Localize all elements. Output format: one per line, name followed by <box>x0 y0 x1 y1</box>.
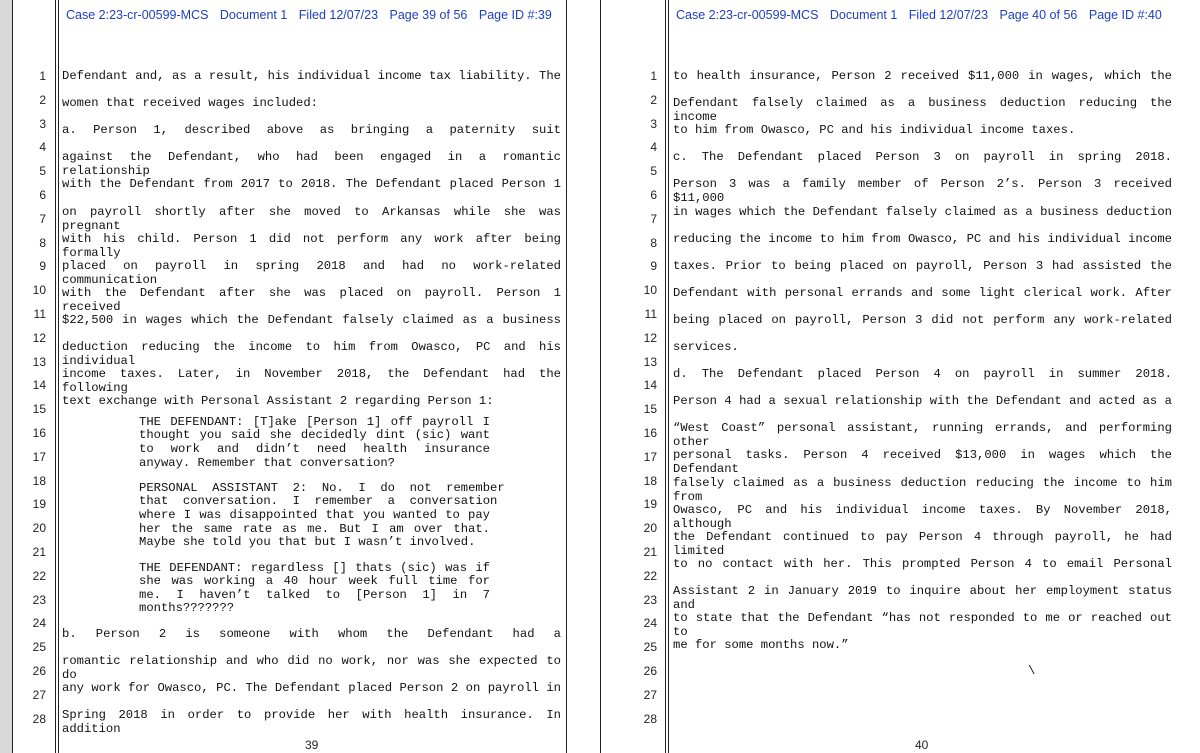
block-quote-line: anyway. Remember that conversation? <box>139 456 395 470</box>
body-line: Defendant falsely claimed as a business deduction reducing the income <box>673 96 1172 125</box>
body-line: b. Person 2 is someone with whom the Defendant had a <box>62 627 561 641</box>
body-line: taxes. Prior to being placed on payroll, Person 3 had assisted the <box>673 258 1172 273</box>
line-number: 10 <box>32 283 46 298</box>
page-number: 40 <box>915 738 929 752</box>
body-line: Owasco, PC and his individual income taxes. By November 2018, although <box>673 502 1172 531</box>
body-line: c. The Defendant placed Person 3 on payroll in spring 2018. <box>673 150 1172 165</box>
block-quote-line: PERSONAL ASSISTANT 2: No. I do not remember <box>139 481 505 495</box>
line-number: 1 <box>39 69 46 83</box>
body-line: Assistant 2 in January 2019 to inquire about her employment status and <box>673 583 1172 612</box>
body-line: in wages which the Defendant falsely claimed as a business deduction <box>673 204 1172 219</box>
line-number: 8 <box>650 235 657 250</box>
body-line: to state that the Defendant “has not responded to me or reached out to <box>673 611 1172 639</box>
body-line: placed on payroll in spring 2018 and had no work-related communication <box>62 258 561 287</box>
body-line: Spring 2018 in order to provide her with health insurance. In addition <box>62 708 561 737</box>
block-quote-line: me. I haven’t talked to [Person 1] in 7 <box>139 588 490 602</box>
line-number: 27 <box>32 687 46 702</box>
page-number: 39 <box>305 738 319 752</box>
line-number: 2 <box>650 92 657 107</box>
line-number: 22 <box>32 568 46 583</box>
line-number: 2 <box>39 92 46 107</box>
body-line: with the Defendant after she was placed on payroll. Person 1 received <box>62 285 561 314</box>
line-number: 7 <box>650 211 657 226</box>
document-page-39 <box>0 0 568 753</box>
page-count: Page 39 of 56 <box>389 8 468 22</box>
line-number: 3 <box>650 116 657 131</box>
body-line: services. <box>673 340 739 354</box>
document-header <box>676 8 1170 22</box>
body-line: falsely claimed as a business deduction reducing the income to him from <box>673 475 1172 504</box>
line-number: 11 <box>33 307 46 321</box>
line-number: 3 <box>39 116 46 131</box>
line-number: 22 <box>643 568 657 583</box>
line-number: 9 <box>650 259 657 274</box>
case-number: Case 2:23-cr-00599-MCS <box>676 8 819 22</box>
line-number: 10 <box>643 283 657 298</box>
line-number: 9 <box>39 259 46 274</box>
margin-rule-left <box>55 0 56 753</box>
body-line: to no contact with her. This prompted Person 4 to email Personal <box>673 556 1172 571</box>
line-number: 15 <box>32 402 46 417</box>
body-line: reducing the income to him from Owasco, PC and his individual income <box>673 231 1172 246</box>
block-quote-line: to work and didn’t need health insurance <box>139 442 490 456</box>
line-number: 20 <box>643 521 657 536</box>
line-number: 24 <box>32 616 46 631</box>
line-number: 18 <box>643 473 657 488</box>
line-number: 20 <box>32 521 46 536</box>
line-number: 18 <box>32 473 46 488</box>
body-line: on payroll shortly after she moved to Arkansas while she was pregnant <box>62 204 561 233</box>
line-number: 15 <box>643 402 657 417</box>
body-line: to him from Owasco, PC and his individual income taxes. <box>673 123 1076 138</box>
page-edge <box>600 0 601 753</box>
filed-date: Filed 12/07/23 <box>908 8 989 22</box>
block-quote-line: THE DEFENDANT: [T]ake [Person 1] off payroll I <box>139 415 490 429</box>
body-line: Defendant and, as a result, his individual income tax liability. The <box>62 69 561 83</box>
document-page-40 <box>600 0 1200 753</box>
line-number: 7 <box>39 211 46 226</box>
line-number: 4 <box>650 140 657 155</box>
line-number: 17 <box>643 449 657 464</box>
stray-backslash: \ <box>1028 664 1036 678</box>
margin-rule-left-2 <box>58 0 59 753</box>
left-gutter <box>0 0 12 753</box>
block-quote-line: THE DEFENDANT: regardless [] thats (sic) was if <box>139 561 490 575</box>
body-line: romantic relationship and who did no work, nor was she expected to do <box>62 654 561 683</box>
body-line: “West Coast” personal assistant, running errands, and performing other <box>673 421 1172 450</box>
document-header <box>66 8 560 22</box>
body-line: income taxes. Later, in November 2018, the Defendant had the following <box>62 367 561 396</box>
block-quote-line: where I was disappointed that you wanted to pay <box>139 508 490 522</box>
block-quote-line: Maybe she told you that but I wasn’t involved. <box>139 535 476 549</box>
case-number: Case 2:23-cr-00599-MCS <box>66 8 209 22</box>
line-number: 25 <box>32 640 46 655</box>
line-number: 11 <box>644 307 657 321</box>
body-line: text exchange with Personal Assistant 2 regarding Person 1: <box>62 394 494 409</box>
line-number: 13 <box>643 354 657 369</box>
body-line: d. The Defendant placed Person 4 on payroll in summer 2018. <box>673 367 1172 382</box>
gutter-border <box>12 0 13 753</box>
line-number: 4 <box>39 140 46 155</box>
body-line: Defendant with personal errands and some light clerical work. After <box>673 285 1172 300</box>
line-number: 6 <box>650 188 657 202</box>
margin-rule-left <box>665 0 666 753</box>
line-number: 5 <box>650 164 657 179</box>
block-quote-line: she was working a 40 hour week full time for <box>139 574 490 588</box>
line-number: 16 <box>32 426 46 440</box>
line-number: 5 <box>39 164 46 179</box>
body-line: to health insurance, Person 2 received $11,000 in wages, which the <box>673 69 1172 83</box>
line-number: 6 <box>39 188 46 202</box>
line-number: 26 <box>32 664 46 678</box>
line-number: 24 <box>643 616 657 631</box>
line-number: 23 <box>643 592 657 607</box>
line-number: 1 <box>650 69 657 83</box>
body-line: Person 4 had a sexual relationship with the Defendant and acted as a <box>673 394 1172 409</box>
body-line: with the Defendant from 2017 to 2018. The Defendant placed Person 1 <box>62 177 561 192</box>
line-number: 21 <box>32 545 46 559</box>
block-quote-line: thought you said she decidedly dint (sic) want <box>139 428 490 442</box>
document-number: Document 1 <box>829 8 898 22</box>
body-line: with his child. Person 1 did not perform any work after being formally <box>62 231 561 260</box>
document-number: Document 1 <box>219 8 288 22</box>
line-number: 19 <box>643 497 657 512</box>
margin-rule-right <box>566 0 567 753</box>
body-line: me for some months now.” <box>673 638 849 653</box>
body-line: women that received wages included: <box>62 96 318 111</box>
body-line: against the Defendant, who had been engaged in a romantic relationship <box>62 150 561 179</box>
line-number: 28 <box>643 711 657 726</box>
body-line: any work for Owasco, PC. The Defendant placed Person 2 on payroll in <box>62 681 561 696</box>
block-quote-line: her the same rate as me. But I am over that. <box>139 522 490 536</box>
line-number: 23 <box>32 592 46 607</box>
line-number: 16 <box>643 426 657 440</box>
body-line: Person 3 was a family member of Person 2’s. Person 3 received $11,000 <box>673 177 1172 206</box>
line-number: 14 <box>643 378 657 393</box>
body-line: a. Person 1, described above as bringing a paternity suit <box>62 123 561 138</box>
body-line: deduction reducing the income to him from Owasco, PC and his individual <box>62 340 561 368</box>
line-number: 25 <box>643 640 657 655</box>
body-line: being placed on payroll, Person 3 did not perform any work-related <box>673 312 1172 327</box>
margin-rule-left-2 <box>668 0 669 753</box>
page-count: Page 40 of 56 <box>999 8 1078 22</box>
body-line: the Defendant continued to pay Person 4 through payroll, he had limited <box>673 529 1172 558</box>
line-number: 27 <box>643 687 657 702</box>
line-number: 14 <box>32 378 46 393</box>
body-line: personal tasks. Person 4 received $13,000 in wages which the Defendant <box>673 448 1172 477</box>
line-number: 21 <box>643 545 657 559</box>
line-number: 26 <box>643 664 657 678</box>
line-number: 13 <box>32 354 46 369</box>
line-number: 12 <box>32 330 46 345</box>
line-number: 19 <box>32 497 46 512</box>
page-id: Page ID #:39 <box>478 8 552 22</box>
block-quote-line: that conversation. I remember a conversation <box>139 494 498 508</box>
line-number: 28 <box>32 711 46 726</box>
page-id: Page ID #:40 <box>1088 8 1162 22</box>
line-number: 8 <box>39 235 46 250</box>
body-line: $22,500 in wages which the Defendant falsely claimed as a business <box>62 312 561 327</box>
block-quote-line: months??????? <box>139 601 235 615</box>
filed-date: Filed 12/07/23 <box>298 8 379 22</box>
line-number: 12 <box>643 330 657 345</box>
line-number: 17 <box>32 449 46 464</box>
